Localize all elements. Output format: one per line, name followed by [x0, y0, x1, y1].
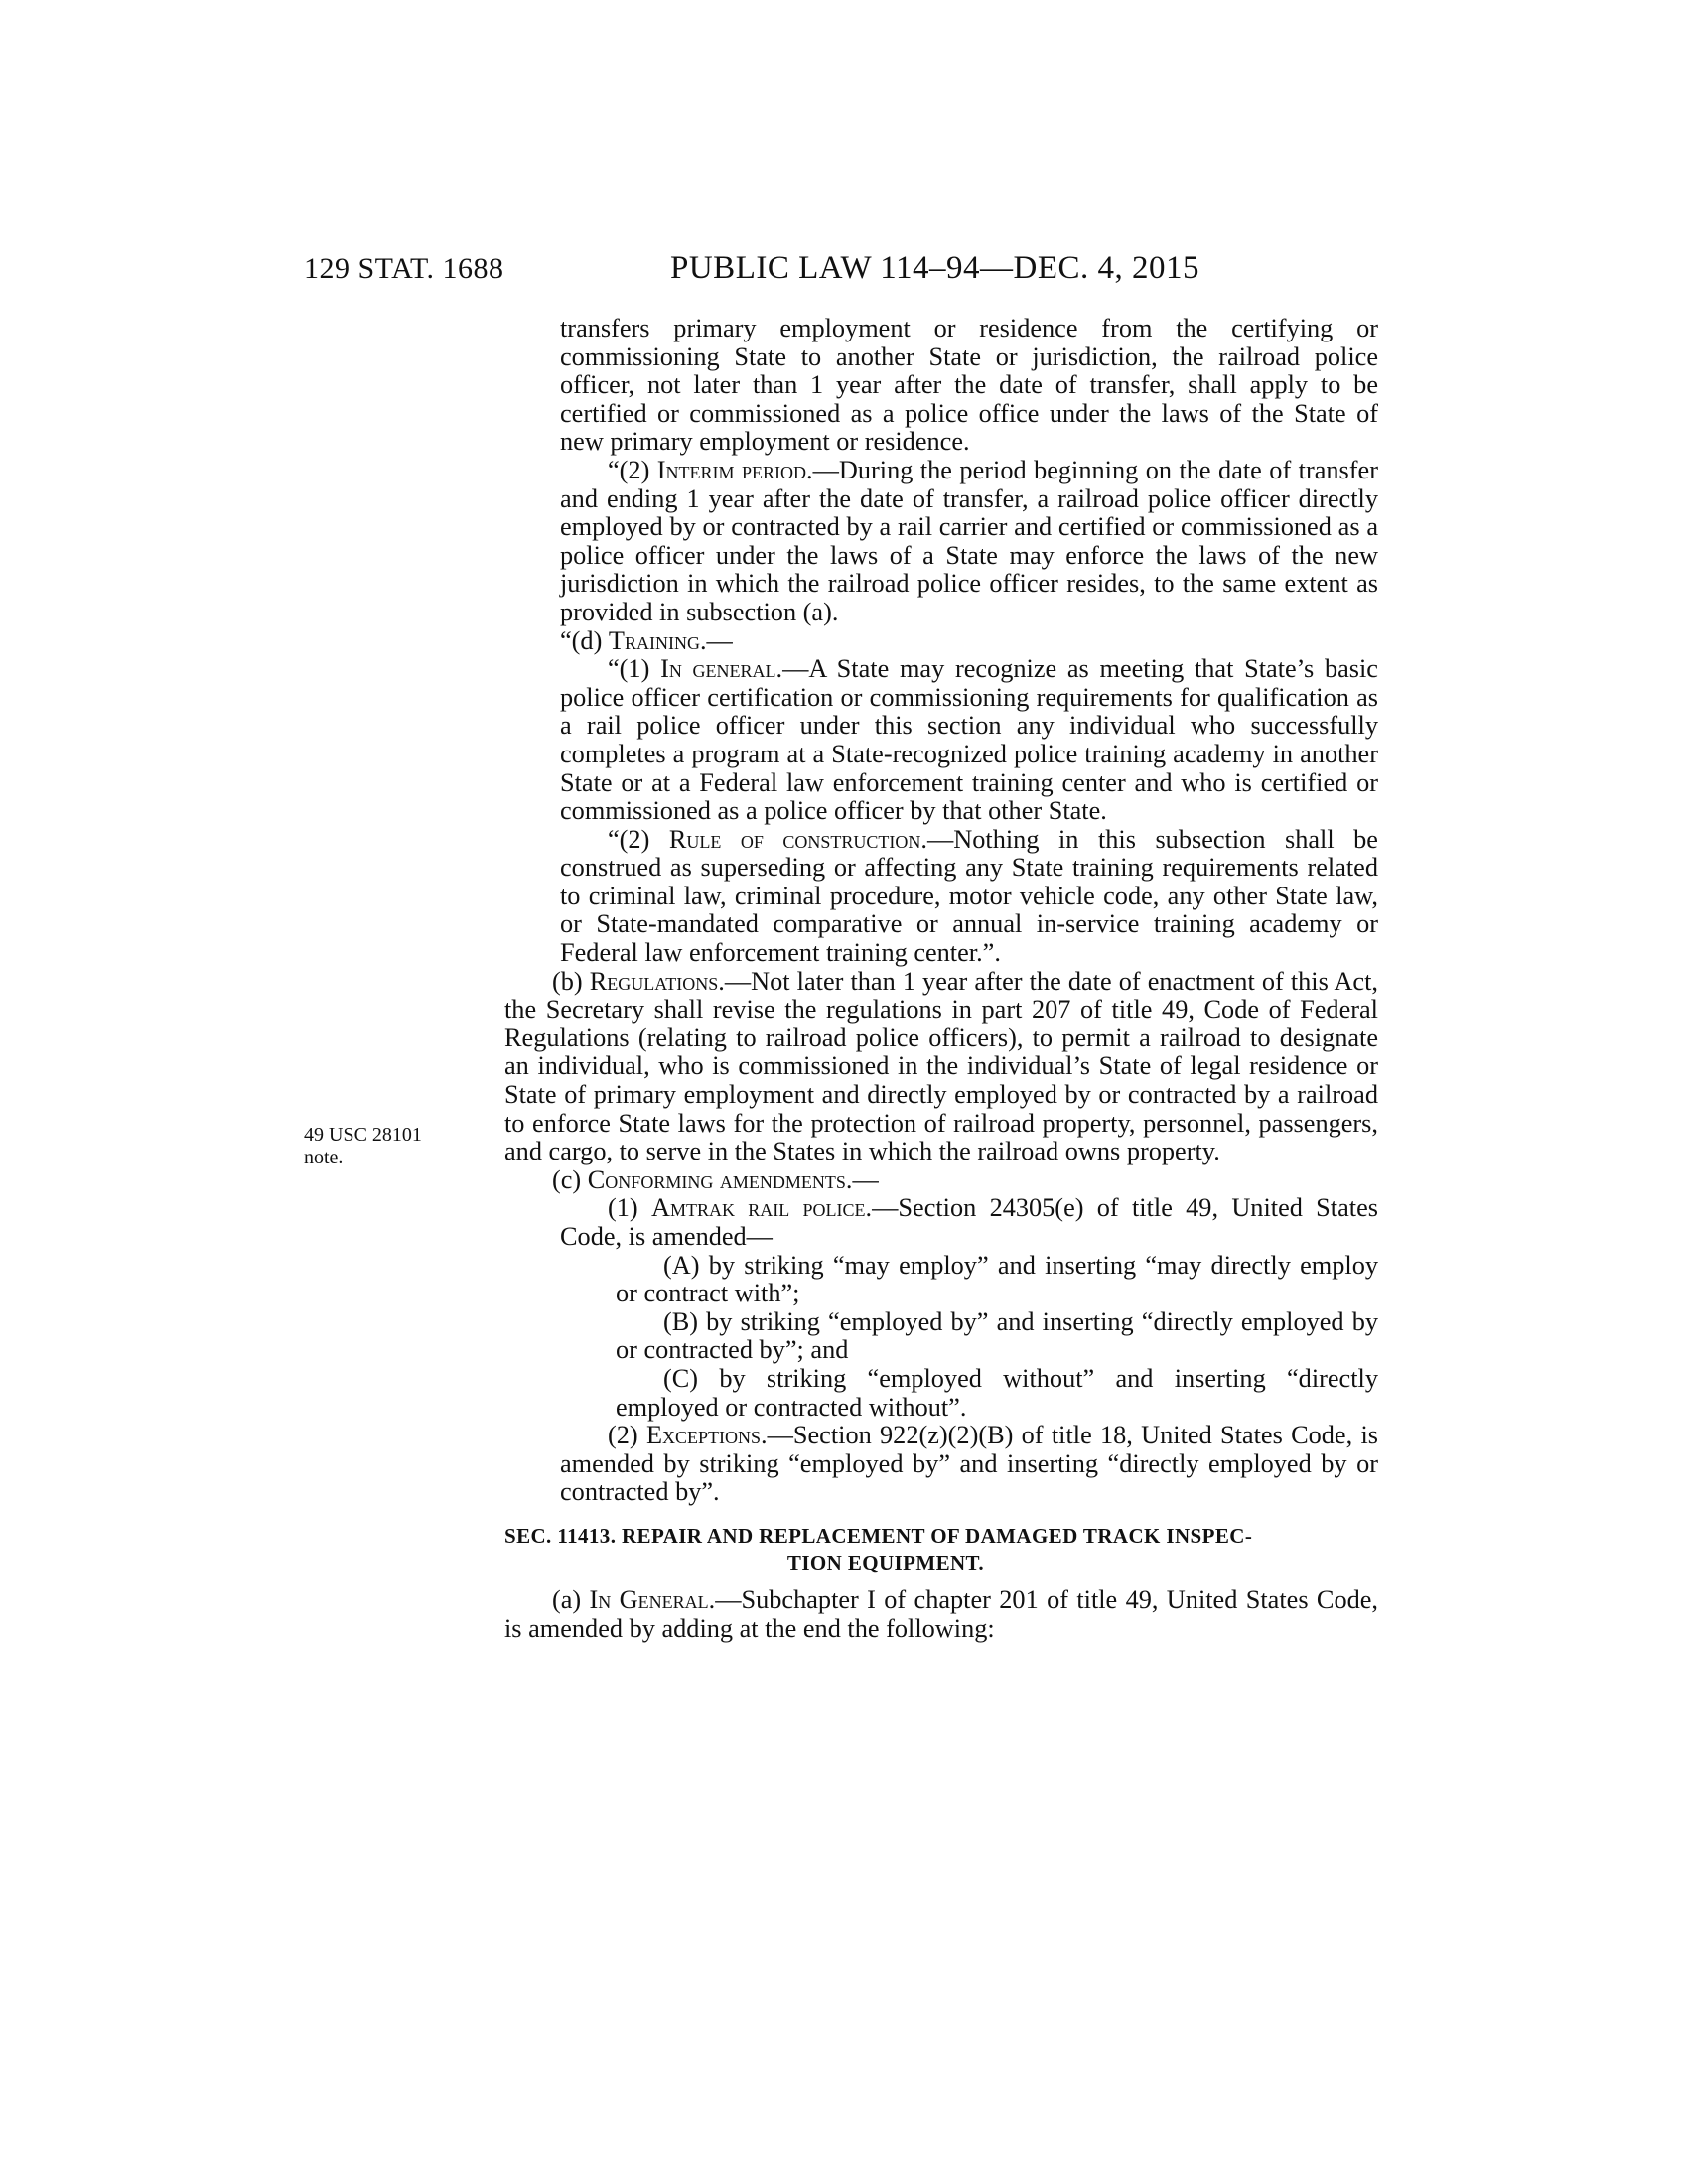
margin-note: [304, 1124, 453, 1169]
para-number: “(1): [608, 654, 661, 684]
para-heading: Amtrak rail police: [650, 1193, 866, 1223]
para-text: .—Nothing in this subsection shall be construed as superseding or affecting any State training requirements related to criminal law, criminal procedure, motor vehicle code, any other State law, or State-mandated comparative or annual in-service training academy or Federal law enforcement training center.”.: [560, 824, 1378, 968]
para-text: .—: [845, 1164, 879, 1194]
paragraph-a-in-general: [504, 1586, 1378, 1643]
para-text: .—: [699, 625, 733, 655]
para-number: (c): [552, 1164, 588, 1194]
para-heading: Interim period: [656, 455, 807, 484]
subparagraph-b: (B) by striking “employed by” and inserting “directly employed by or contracted by”; and: [616, 1306, 1378, 1365]
paragraph-in-general: [504, 655, 1378, 826]
margin-note-label: note.: [304, 1147, 344, 1168]
para-text: .—Section 24305(e) of title 49, United States Code, is amended—: [560, 1193, 1378, 1251]
para-number: (2): [608, 1421, 646, 1450]
margin-note-citation: 49 USC 28101: [304, 1124, 422, 1146]
paragraph-regulations: [504, 968, 1378, 1166]
para-heading: Training: [608, 625, 700, 655]
section-heading-line2: TION EQUIPMENT.: [786, 1550, 985, 1574]
paragraph-conforming-amendments: [504, 1166, 1378, 1195]
section-heading-line1: SEC. 11413. REPAIR AND REPLACEMENT OF DAMAGED TRACK INSPEC-: [504, 1523, 1253, 1548]
para-text: .—Not later than 1 year after the date of enactment of this Act, the Secretary shall revise the regulations in part 207 of title 49, Code of Federal Regulations (relating to railroad police officers), to permit a railroad to designate an individual, who is commissioned in the individual’s State of legal residence or State of primary employment and directly employed by or contracted by a railroad to enforce State laws for the protection of railroad property, personnel, passengers, and cargo, to serve in the States in which the railroad owns property.: [504, 966, 1378, 1166]
paragraph-training: [504, 627, 1378, 656]
para-number: “(d): [560, 625, 609, 655]
para-number: (1): [608, 1193, 651, 1223]
para-heading: In General: [589, 1584, 709, 1614]
para-number: (a): [552, 1584, 590, 1614]
para-text: .—During the period beginning on the date of transfer and ending 1 year after the date of transfer, a railroad police officer directly employed by or contracted by a rail carrier and certified or commissioned as a police officer under the laws of a State may enforce the laws of the new jurisdiction in which the railroad police officer resides, to the same extent as provided in subsection (a).: [560, 455, 1378, 626]
subparagraph-a: (A) by striking “may employ” and inserting “may directly employ or contract with”;: [616, 1250, 1378, 1308]
para-number: “(2): [608, 824, 669, 854]
para-heading: Rule of construction: [668, 824, 921, 854]
paragraph-exceptions: [504, 1422, 1378, 1507]
para-heading: Conforming amendments: [587, 1164, 846, 1194]
para-heading: Regulations: [589, 966, 719, 996]
paragraph-rule-of-construction: [504, 826, 1378, 968]
page-title: PUBLIC LAW 114–94—DEC. 4, 2015: [670, 250, 1200, 286]
para-heading: Exceptions: [645, 1421, 762, 1450]
paragraph-interim-period: [504, 457, 1378, 627]
stat-reference: 129 STAT. 1688: [304, 252, 504, 285]
para-text: .—Section 922(z)(2)(B) of title 18, United States Code, is amended by striking “employed by” and inserting “directly employed by or contracted by”.: [560, 1421, 1378, 1507]
section-heading: [504, 1523, 1378, 1576]
body-text: [504, 315, 1378, 1643]
paragraph-amtrak-rail-police: [504, 1194, 1378, 1251]
para-number: “(2): [608, 455, 657, 484]
subparagraph-c: (C) by striking “employed without” and inserting “directly employed or contracted without”.: [616, 1363, 1378, 1422]
para-text: .—A State may recognize as meeting that State’s basic police officer certification or commissioning requirements for qualification as a rail police officer under this section any individual who successfully completes a program at a State-recognized police training academy in another State or at a Federal law enforcement training center and who is certified or commissioned as a police officer by that other State.: [560, 654, 1378, 826]
para-number: (b): [552, 966, 590, 996]
para-heading: In general: [660, 654, 776, 684]
paragraph-continuation: transfers primary employment or residence from the certifying or commissioning State to another State or jurisdiction, the railroad police officer, not later than 1 year after the date of transfer, shall apply to be certified or commissioned as a police office under the laws of the State of new primary employment or residence.: [560, 314, 1378, 457]
para-text: .—Subchapter I of chapter 201 of title 49, United States Code, is amended by adding at the end the following:: [504, 1584, 1378, 1643]
